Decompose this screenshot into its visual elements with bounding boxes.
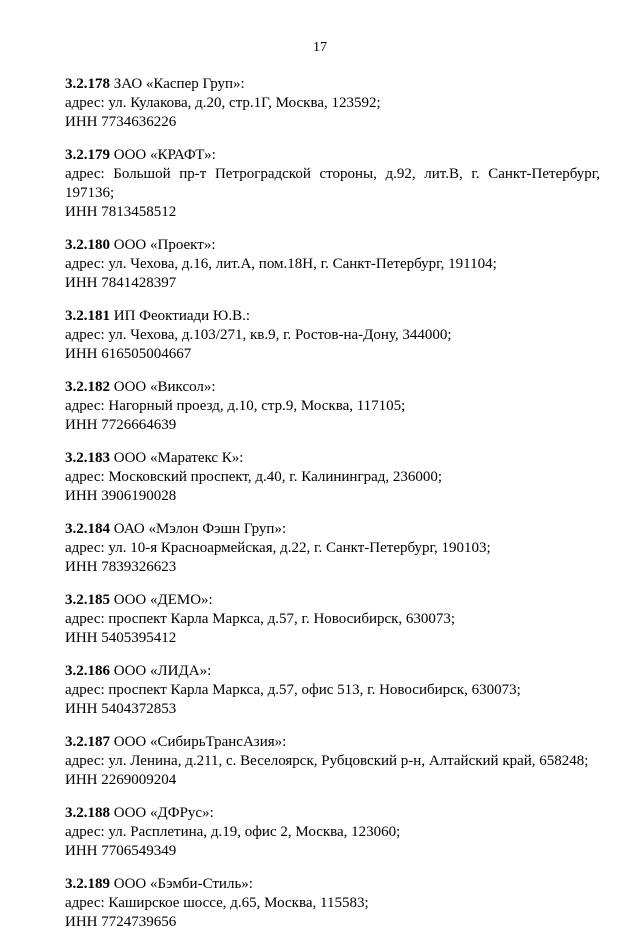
entry-heading: [65, 307, 600, 326]
registry-entry: [65, 75, 600, 132]
registry-entry: [65, 378, 600, 435]
entry-heading: [65, 378, 600, 397]
entry-inn: ИНН 7841428397: [65, 275, 177, 291]
entry-heading: [65, 804, 600, 823]
entry-inn: ИНН 7724739656: [65, 914, 177, 930]
registry-entry: [65, 662, 600, 719]
entry-organization: ЗАО «Каспер Груп»:: [113, 76, 245, 92]
entry-organization: ООО «Виксол»:: [113, 379, 216, 395]
entry-number: 3.2.181: [65, 308, 110, 324]
registry-entry: [65, 875, 600, 932]
page-number: 17: [313, 40, 327, 55]
entry-address: адрес: ул. Ленина, д.211, с. Веселоярск, Рубцовский р-н, Алтайский край, 658248;: [65, 753, 589, 769]
entry-organization: ООО «КРАФТ»:: [113, 147, 216, 163]
entry-heading: [65, 662, 600, 681]
entry-heading: [65, 591, 600, 610]
entry-number: 3.2.179: [65, 147, 110, 163]
entry-address: адрес: проспект Карла Маркса, д.57, офис 513, г. Новосибирск, 630073;: [65, 682, 521, 698]
entry-number: 3.2.180: [65, 237, 110, 253]
entry-address: адрес: Большой пр-т Петроградской стороны, д.92, лит.В, г. Санкт-Петербург, 197136;: [65, 166, 600, 201]
entry-address: адрес: Московский проспект, д.40, г. Калининград, 236000;: [65, 469, 443, 485]
entry-heading: [65, 875, 600, 894]
entry-heading: [65, 520, 600, 539]
entry-heading: [65, 75, 600, 94]
entry-inn: ИНН 7813458512: [65, 204, 177, 220]
entry-heading: [65, 146, 600, 165]
entry-organization: ООО «ДФРус»:: [113, 805, 214, 821]
entry-organization: ООО «Маратекс К»:: [113, 450, 244, 466]
entry-inn: ИНН 7734636226: [65, 114, 177, 130]
entry-inn: ИНН 2269009204: [65, 772, 177, 788]
entry-organization: ООО «Проект»:: [113, 237, 216, 253]
entry-number: 3.2.183: [65, 450, 110, 466]
registry-entry: [65, 307, 600, 364]
registry-entry: [65, 236, 600, 293]
entry-organization: ОАО «Мэлон Фэшн Груп»:: [113, 521, 287, 537]
entry-inn: ИНН 3906190028: [65, 488, 177, 504]
entry-inn: ИНН 7726664639: [65, 417, 177, 433]
entry-number: 3.2.187: [65, 734, 110, 750]
registry-entry: [65, 146, 600, 222]
registry-entry: [65, 449, 600, 506]
entry-list: [65, 75, 600, 946]
entry-inn: ИНН 7706549349: [65, 843, 177, 859]
entry-number: 3.2.189: [65, 876, 110, 892]
entry-address: адрес: Каширское шоссе, д.65, Москва, 115583;: [65, 895, 369, 911]
entry-heading: [65, 449, 600, 468]
entry-address: адрес: ул. Расплетина, д.19, офис 2, Москва, 123060;: [65, 824, 401, 840]
entry-address: адрес: проспект Карла Маркса, д.57, г. Новосибирск, 630073;: [65, 611, 456, 627]
registry-entry: [65, 733, 600, 790]
entry-number: 3.2.188: [65, 805, 110, 821]
entry-number: 3.2.178: [65, 76, 110, 92]
entry-inn: ИНН 5404372853: [65, 701, 177, 717]
entry-number: 3.2.182: [65, 379, 110, 395]
registry-entry: [65, 804, 600, 861]
entry-number: 3.2.185: [65, 592, 110, 608]
entry-organization: ООО «ЛИДА»:: [113, 663, 212, 679]
registry-entry: [65, 520, 600, 577]
entry-organization: ООО «Бэмби-Стиль»:: [113, 876, 253, 892]
entry-number: 3.2.184: [65, 521, 110, 537]
registry-entry: [65, 591, 600, 648]
entry-organization: ООО «ДЕМО»:: [113, 592, 213, 608]
entry-address: адрес: ул. Чехова, д.103/271, кв.9, г. Ростов-на-Дону, 344000;: [65, 327, 452, 343]
entry-number: 3.2.186: [65, 663, 110, 679]
entry-address: адрес: ул. 10-я Красноармейская, д.22, г. Санкт-Петербург, 190103;: [65, 540, 491, 556]
entry-heading: [65, 733, 600, 752]
entry-heading: [65, 236, 600, 255]
entry-organization: ООО «СибирьТрансАзия»:: [113, 734, 287, 750]
entry-inn: ИНН 7839326623: [65, 559, 177, 575]
entry-inn: ИНН 616505004667: [65, 346, 192, 362]
entry-inn: ИНН 5405395412: [65, 630, 177, 646]
entry-address: адрес: ул. Чехова, д.16, лит.А, пом.18Н, г. Санкт-Петербург, 191104;: [65, 256, 497, 272]
entry-organization: ИП Феоктиади Ю.В.:: [113, 308, 251, 324]
entry-address: адрес: ул. Кулакова, д.20, стр.1Г, Москва, 123592;: [65, 95, 381, 111]
entry-address: адрес: Нагорный проезд, д.10, стр.9, Москва, 117105;: [65, 398, 406, 414]
